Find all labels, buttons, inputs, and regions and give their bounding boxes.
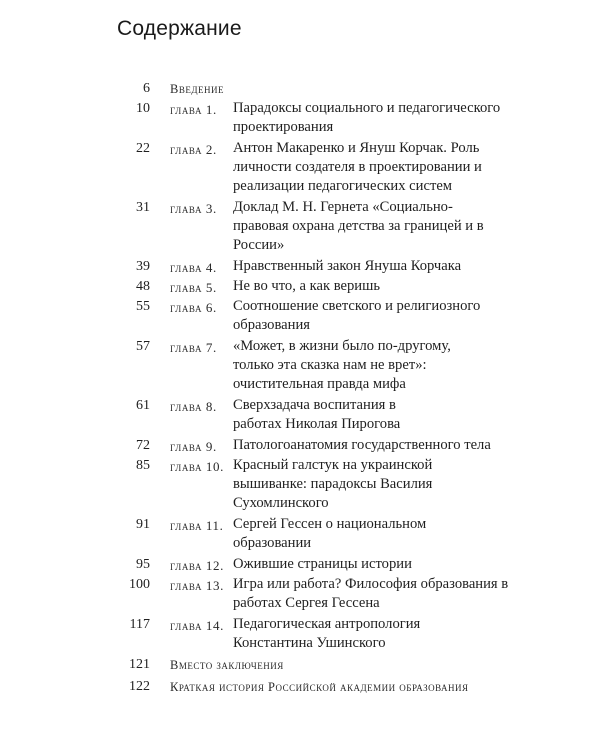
- toc-chapter-label: глава 5.: [170, 280, 217, 295]
- toc-page-number: 39: [136, 259, 150, 274]
- toc-entry-title: Патологоанатомия государственного тела: [233, 437, 491, 453]
- toc-entry-title: Соотношение светского и религиозного образования: [233, 298, 481, 333]
- toc-entry-chapter-13[interactable]: [0, 575, 600, 613]
- toc-entry-chapter-11[interactable]: [0, 515, 600, 553]
- toc-entry-chapter-6[interactable]: [0, 297, 600, 335]
- toc-page-number: 122: [129, 679, 150, 694]
- toc-section-label: Введение: [170, 82, 224, 96]
- toc-chapter-label: глава 7.: [170, 340, 217, 355]
- toc-chapter-label: глава 13.: [170, 578, 224, 593]
- toc-page-number: 31: [136, 200, 150, 215]
- toc-entry-chapter-8[interactable]: [0, 396, 600, 434]
- toc-chapter-label: глава 11.: [170, 518, 224, 533]
- toc-page-number: 100: [129, 577, 150, 592]
- toc-chapter-label: глава 4.: [170, 260, 217, 275]
- toc-chapter-label: глава 12.: [170, 558, 224, 573]
- toc-entry-chapter-3[interactable]: [0, 198, 600, 255]
- toc-page-number: 55: [136, 299, 150, 314]
- toc-section-label: Вместо заключения: [170, 658, 284, 672]
- table-of-contents: [0, 79, 600, 696]
- toc-section-label: Краткая история Российской академии образования: [170, 680, 469, 694]
- toc-chapter-label: глава 10.: [170, 459, 224, 474]
- toc-page-number: 121: [129, 657, 150, 672]
- toc-page-number: 91: [136, 517, 150, 532]
- toc-entry-chapter-2[interactable]: [0, 139, 600, 196]
- toc-page-number: 57: [136, 339, 150, 354]
- toc-chapter-label: глава 14.: [170, 618, 224, 633]
- toc-entry-title: Антон Макаренко и Януш Корчак. Роль личности создателя в проектировании и реализации педагогических систем: [233, 140, 482, 194]
- toc-entry-title: Игра или работа? Философия образования в работах Сергея Гессена: [233, 576, 509, 611]
- toc-chapter-label: глава 1.: [170, 102, 217, 117]
- toc-entry-title: Педагогическая антропология Константина Ушинского: [233, 616, 421, 651]
- toc-chapter-label: глава 2.: [170, 142, 217, 157]
- toc-entry-chapter-12[interactable]: [0, 555, 600, 574]
- toc-page-number: 10: [136, 101, 150, 116]
- toc-entry-title: Не во что, а как веришь: [233, 278, 381, 294]
- toc-entry-title: Ожившие страницы истории: [233, 556, 412, 572]
- toc-entry-chapter-1[interactable]: [0, 99, 600, 137]
- toc-entry-title: Доклад М. Н. Гернета «Социально-правовая охрана детства за границей и в России»: [233, 199, 484, 253]
- toc-entry-chapter-10[interactable]: [0, 456, 600, 513]
- toc-entry-title: Красный галстук на украинской вышиванке: парадоксы Василия Сухомлинского: [233, 457, 433, 511]
- page-title: Содержание: [117, 17, 242, 40]
- toc-page-number: 72: [136, 438, 150, 453]
- toc-entry-title: Сверхзадача воспитания в работах Николая Пирогова: [233, 397, 401, 432]
- toc-page-number: 6: [143, 81, 150, 96]
- toc-chapter-label: глава 6.: [170, 300, 217, 315]
- toc-entry-conclusion[interactable]: [0, 655, 600, 674]
- toc-page-number: 48: [136, 279, 150, 294]
- toc-entry-chapter-14[interactable]: [0, 615, 600, 653]
- toc-page-number: 85: [136, 458, 150, 473]
- toc-chapter-label: глава 3.: [170, 201, 217, 216]
- toc-entry-title: Сергей Гессен о национальном образовании: [233, 516, 427, 551]
- toc-page-number: 61: [136, 398, 150, 413]
- toc-entry-title: Нравственный закон Януша Корчака: [233, 258, 462, 274]
- toc-page-number: 117: [129, 617, 150, 632]
- toc-chapter-label: глава 8.: [170, 399, 217, 414]
- toc-page-number: 22: [136, 141, 150, 156]
- toc-entry-title: Парадоксы социального и педагогического проектирования: [233, 100, 501, 135]
- toc-entry-academy-history[interactable]: [0, 677, 600, 696]
- toc-entry-chapter-7[interactable]: [0, 337, 600, 394]
- toc-chapter-label: глава 9.: [170, 439, 217, 454]
- toc-entry-chapter-4[interactable]: [0, 257, 600, 276]
- toc-entry-chapter-5[interactable]: [0, 277, 600, 296]
- toc-entry-chapter-9[interactable]: [0, 436, 600, 455]
- toc-entry-title: «Может, в жизни было по-другому, только эта сказка нам не врет»: очистительная правда мифа: [233, 338, 451, 392]
- toc-entry-introduction[interactable]: [0, 79, 600, 98]
- toc-page-number: 95: [136, 557, 150, 572]
